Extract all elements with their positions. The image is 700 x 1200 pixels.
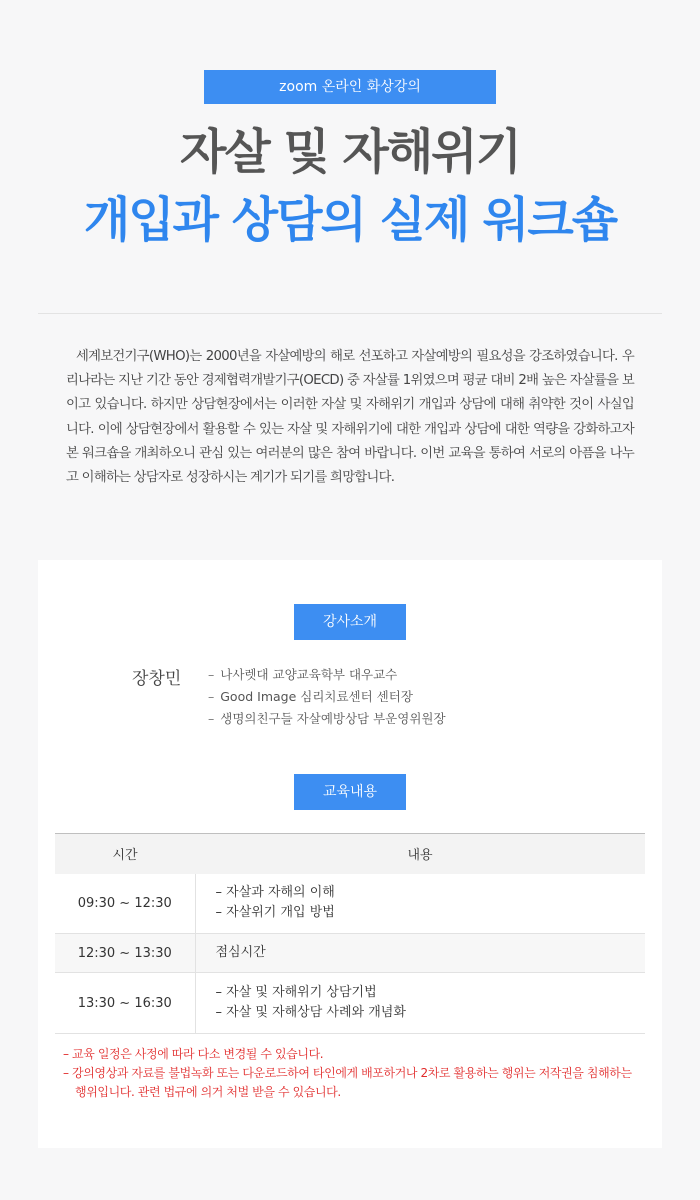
time-cell: 13:30 ~ 16:30 [55,973,195,1034]
table-row [55,973,645,1034]
time-cell: 09:30 ~ 12:30 [55,874,195,934]
curriculum-section-label: 교육내용 [294,774,406,810]
content-cell: 점심시간 [195,934,645,973]
info-card [38,560,662,1148]
table-row [55,934,645,973]
time-cell: 12:30 ~ 13:30 [55,934,195,973]
page-title-line1: 자살 및 자해위기 [180,124,520,180]
instructor-name: 장창민 [132,669,182,689]
divider [38,313,662,314]
credential-item: – Good Image 심리치료센터 센터장 [208,689,413,704]
intro-paragraph: 세계보건기구(WHO)는 2000년을 자살예방의 해로 선포하고 자살예방의 필요성을 강조하였습니다. 우리나라는 지난 기간 동안 경제협력개발기구(OECD) 중 자살률 1위였으며 평균 대비 2배 높은 자살률을 보이고 있습니다. 하지만 상담현장에서는 이러한 자살 및 자해위기 개입과 상담에 대해 취약한 것이 사실입니다. 이에 상담현장에서 활용할 수 있는 자살 및 자해위기에 대한 개입과 상담에 대한 역량을 강화하고자 본 워크숍을 개최하오니 관심 있는 여러분의 많은 참여 바랍니다. 이번 교육을 통하여 서로의 아픔을 나누고 이해하는 상담자로 성장하시는 계기가 되기를 희망합니다. [66,349,634,486]
notice-item: – 강의영상과 자료를 불법녹화 또는 다운로드하여 타인에게 배포하거나 2차로 활용하는 행위는 저작권을 침해하는 행위입니다. 관련 법규에 의거 처벌 받을 수 있습니다. [63,1066,632,1099]
notice-item: – 교육 일정은 사정에 따라 다소 변경될 수 있습니다. [63,1047,324,1061]
instructor-section-label: 강사소개 [294,604,406,640]
content-cell: – 자살과 자해의 이해 – 자살위기 개입 방법 [195,874,645,934]
column-header-time: 시간 [55,834,195,874]
credential-item: – 생명의친구들 자살예방상담 부운영위원장 [208,711,446,726]
credential-item: – 나사렛대 교양교육학부 대우교수 [208,667,398,682]
page-title-line2: 개입과 상담의 실제 워크숍 [83,192,617,248]
instructor-credentials [208,664,446,730]
online-lecture-tag: zoom 온라인 화상강의 [204,70,496,104]
column-header-content: 내용 [195,834,645,874]
table-row [55,874,645,934]
notice-list [63,1045,633,1102]
schedule-table [55,833,645,1034]
content-cell: – 자살 및 자해위기 상담기법 – 자살 및 자해상담 사례와 개념화 [195,973,645,1034]
